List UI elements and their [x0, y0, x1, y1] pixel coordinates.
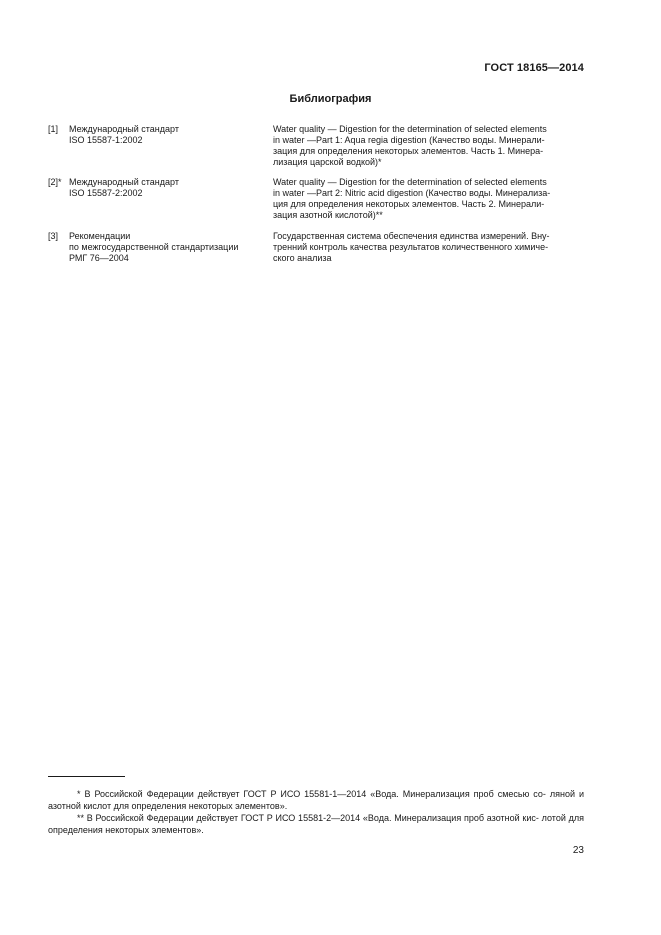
entry-description	[273, 124, 584, 168]
document-code: ГОСТ 18165—2014	[484, 62, 584, 74]
entry-number: [1]	[48, 124, 59, 134]
entry-description-line: зация азотной кислотой)**	[273, 210, 383, 220]
entry-description-line: тренний контроль качества результатов количественного химиче-	[273, 242, 549, 252]
footnote-separator	[48, 776, 125, 777]
entry-source-line: Международный стандарт	[69, 177, 179, 187]
entry-source-line: по межгосударственной стандартизации	[69, 242, 239, 252]
entry-description-line: Государственная система обеспечения единства измерений. Вну-	[273, 231, 550, 241]
entry-source	[69, 177, 269, 199]
entry-source-line: Международный стандарт	[69, 124, 179, 134]
entry-description-line: лизация царской водкой)*	[273, 157, 382, 167]
entry-description-line: ция для определения некоторых элементов. Часть 2. Минерали-	[273, 199, 545, 209]
entry-description-line: ского анализа	[273, 253, 332, 263]
entry-source	[69, 124, 269, 146]
page-number: 23	[572, 845, 584, 856]
footnote-line: лотой для определения некоторых элементов».	[48, 813, 584, 835]
entry-description	[273, 177, 584, 221]
footnote-2	[48, 812, 584, 836]
footnote-line: ** В Российской Федерации действует ГОСТ Р ИСО 15581-2—2014 «Вода. Минерализация проб азотной кис-	[77, 813, 539, 823]
entry-description-line: зация для определения некоторых элементов. Часть 1. Минера-	[273, 146, 544, 156]
entry-number: [2]*	[48, 177, 62, 187]
section-title: Библиография	[289, 93, 372, 105]
entry-description-line: Water quality — Digestion for the determination of selected elements	[273, 177, 547, 187]
entry-source-line: РМГ 76—2004	[69, 253, 129, 263]
entry-description-line: Water quality — Digestion for the determination of selected elements	[273, 124, 547, 134]
entry-description	[273, 231, 584, 264]
footnote-1	[48, 788, 584, 812]
entry-description-line: in water —Part 2: Nitric acid digestion (Качество воды. Минерализа-	[273, 188, 551, 198]
footnote-line: ляной и азотной кислот для определения некоторых элементов».	[48, 789, 584, 811]
entry-source-line: ISO 15587-2:2002	[69, 188, 143, 198]
entry-source-line: Рекомендации	[69, 231, 131, 241]
entry-description-line: in water —Part 1: Aqua regia digestion (Качество воды. Минерали-	[273, 135, 545, 145]
footnote-line: * В Российской Федерации действует ГОСТ Р ИСО 15581-1—2014 «Вода. Минерализация проб смесью со-	[77, 789, 546, 799]
entry-source	[69, 231, 269, 264]
entry-number: [3]	[48, 231, 59, 241]
entry-source-line: ISO 15587-1:2002	[69, 135, 143, 145]
